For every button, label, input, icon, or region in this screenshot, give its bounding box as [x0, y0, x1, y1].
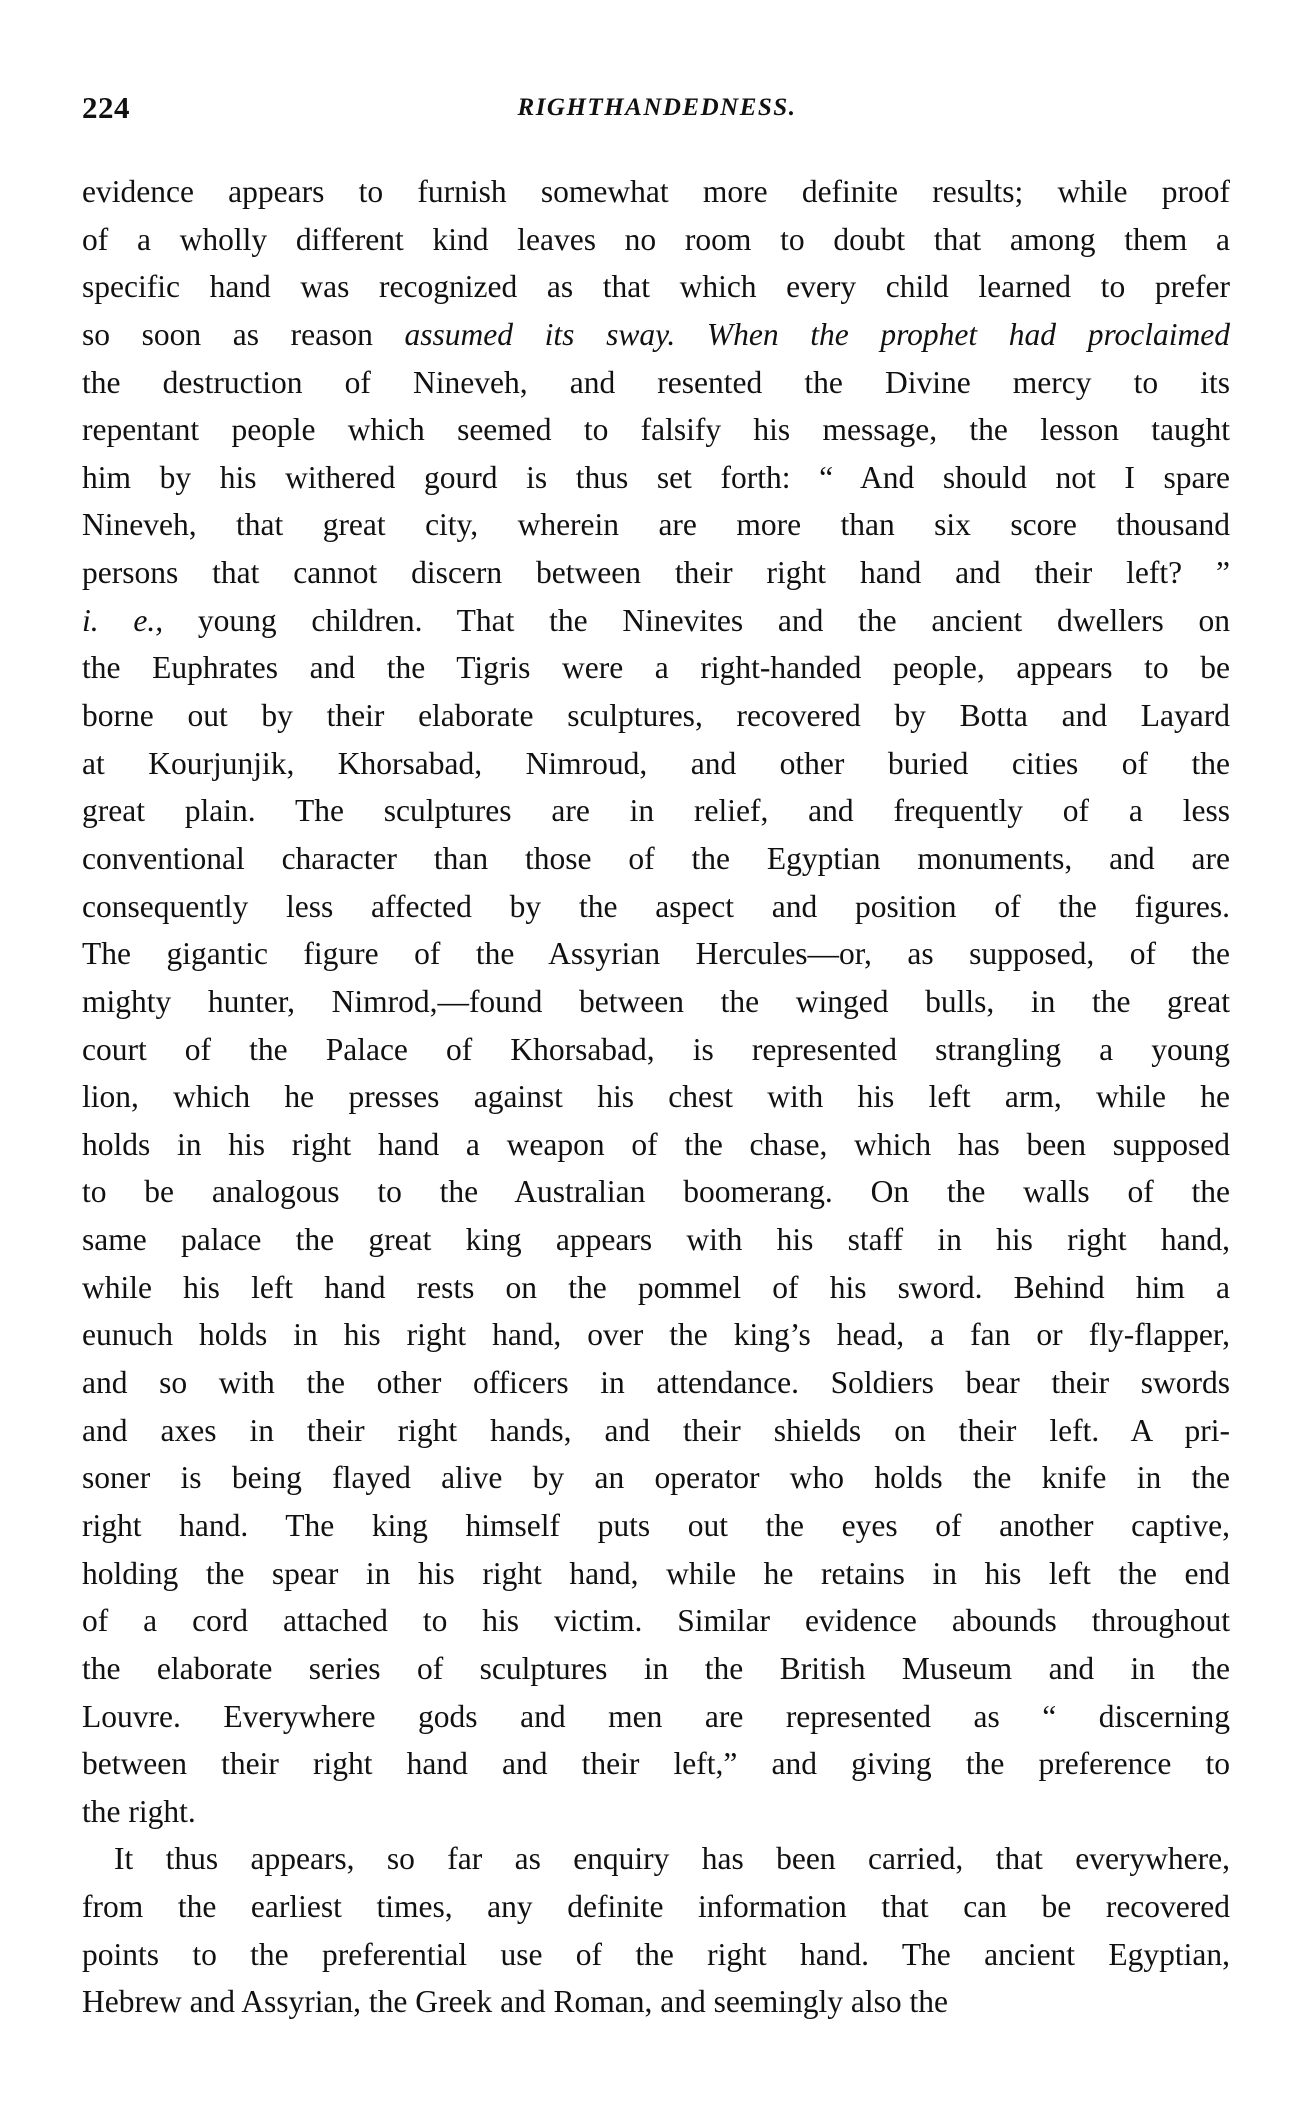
text-line: so soon as reason assumed its sway. When the prophet had proclaimed	[82, 316, 1230, 352]
text-line: points to the preferential use of the right hand. The ancient Egyptian,	[82, 1936, 1230, 1972]
paragraph	[82, 1835, 1230, 2026]
text-line: The gigantic figure of the Assyrian Hercules—or, as supposed, of the	[82, 936, 1230, 972]
text-line: court of the Palace of Khorsabad, is represented strangling a young	[82, 1031, 1230, 1067]
text-line: mighty hunter, Nimrod,—found between the winged bulls, in the great	[82, 983, 1230, 1019]
text-line: right hand. The king himself puts out the eyes of another captive,	[82, 1507, 1230, 1543]
text-line: and so with the other officers in attendance. Soldiers bear their swords	[82, 1365, 1230, 1401]
text-line: Louvre. Everywhere gods and men are represented as “ discerning	[82, 1698, 1230, 1734]
text-line: while his left hand rests on the pommel of his sword. Behind him a	[82, 1269, 1230, 1305]
text-line: same palace the great king appears with his staff in his right hand,	[82, 1222, 1230, 1258]
text-line: the elaborate series of sculptures in the British Museum and in the	[82, 1650, 1230, 1686]
text-line: conventional character than those of the Egyptian monuments, and are	[82, 840, 1230, 876]
text-line: the destruction of Nineveh, and resented the Divine mercy to its	[82, 364, 1230, 400]
text-line: soner is being flayed alive by an operator who holds the knife in the	[82, 1460, 1230, 1496]
text-line: Nineveh, that great city, wherein are more than six score thousand	[82, 507, 1230, 543]
text-line: holding the spear in his right hand, while he retains in his left the end	[82, 1555, 1230, 1591]
text-line: and axes in their right hands, and their shields on their left. A pri-	[82, 1412, 1230, 1448]
text-line: It thus appears, so far as enquiry has been carried, that everywhere,	[114, 1841, 1230, 1877]
text-line: consequently less affected by the aspect and position of the figures.	[82, 888, 1230, 924]
text-line: persons that cannot discern between their right hand and their left? ”	[82, 555, 1230, 591]
text-line: between their right hand and their left,” and giving the preference to	[82, 1746, 1230, 1782]
text-line: holds in his right hand a weapon of the chase, which has been supposed	[82, 1126, 1230, 1162]
text-line: i. e., young children. That the Ninevites and the ancient dwellers on	[82, 602, 1230, 638]
body-text	[82, 168, 1230, 2026]
text-line: to be analogous to the Australian boomerang. On the walls of the	[82, 1174, 1230, 1210]
text-line: evidence appears to furnish somewhat more definite results; while proof	[82, 174, 1230, 209]
paragraph	[82, 168, 1230, 1835]
text-line: him by his withered gourd is thus set forth: “ And should not I spare	[82, 459, 1230, 495]
running-head: RIGHTHANDEDNESS.	[517, 94, 797, 121]
text-line: of a cord attached to his victim. Similar evidence abounds throughout	[82, 1603, 1230, 1639]
text-line: at Kourjunjik, Khorsabad, Nimroud, and other buried cities of the	[82, 745, 1230, 781]
text-line: from the earliest times, any definite information that can be recovered	[82, 1889, 1230, 1925]
text-line: borne out by their elaborate sculptures, recovered by Botta and Layard	[82, 698, 1230, 734]
text-line: great plain. The sculptures are in relief, and frequently of a less	[82, 793, 1230, 829]
page-header	[82, 90, 1232, 130]
text-line: repentant people which seemed to falsify his message, the lesson taught	[82, 412, 1230, 448]
text-line: the Euphrates and the Tigris were a right-handed people, appears to be	[82, 650, 1230, 686]
text-line: lion, which he presses against his chest with his left arm, while he	[82, 1079, 1230, 1115]
text-line: specific hand was recognized as that which every child learned to prefer	[82, 269, 1230, 305]
text-line: Hebrew and Assyrian, the Greek and Roman, and seemingly also the	[82, 1984, 949, 2020]
text-line: the right.	[82, 1793, 196, 1829]
text-line: eunuch holds in his right hand, over the king’s head, a fan or fly-flapper,	[82, 1317, 1230, 1353]
page-number: 224	[82, 90, 130, 125]
text-line: of a wholly different kind leaves no room to doubt that among them a	[82, 221, 1230, 257]
